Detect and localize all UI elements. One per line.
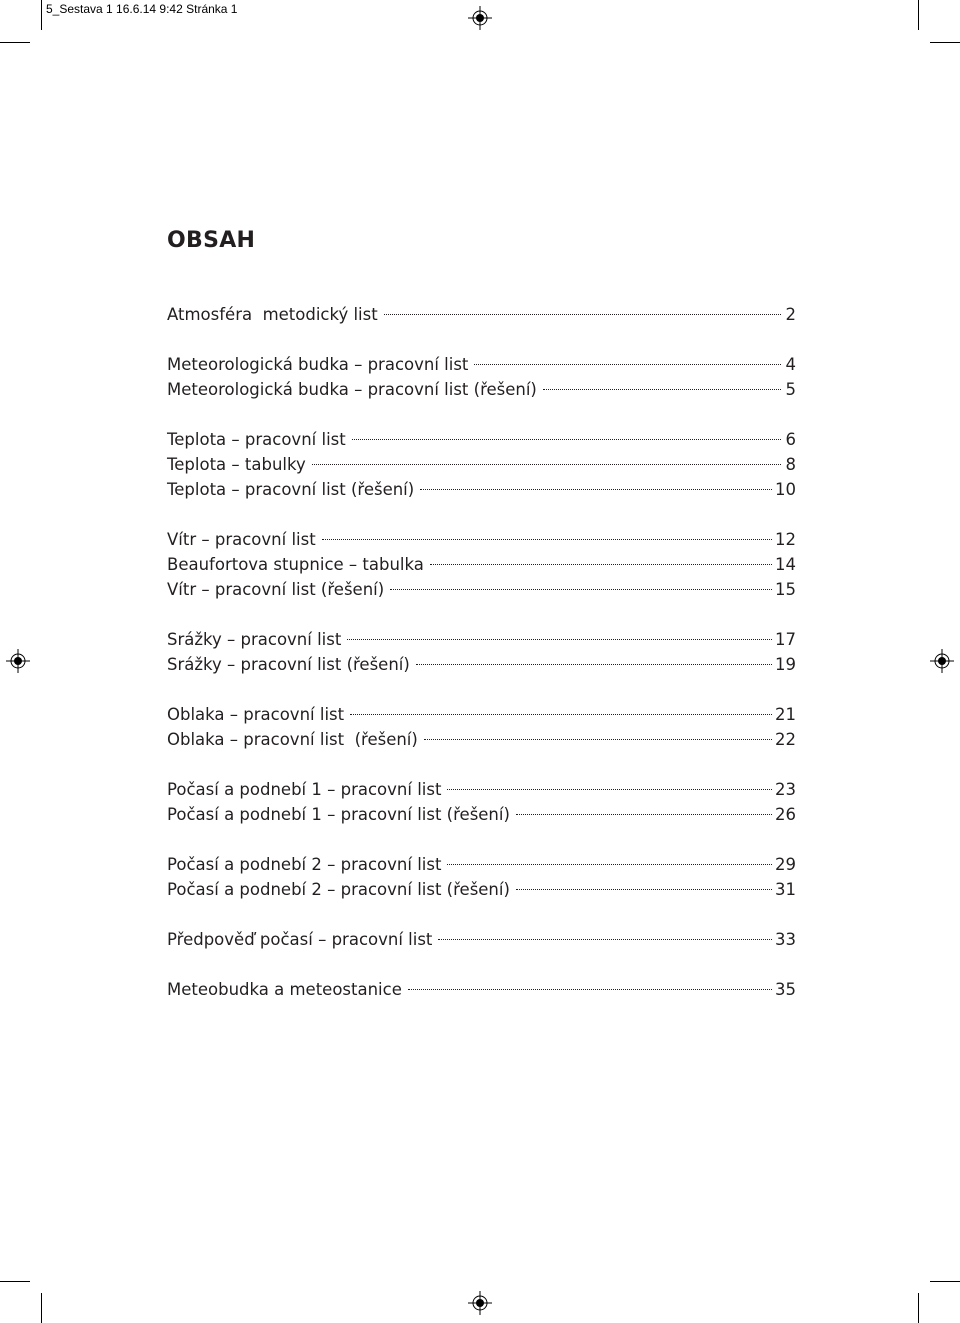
- dot-leader: [543, 389, 781, 390]
- toc-entry[interactable]: [167, 302, 796, 327]
- dot-leader: [350, 714, 772, 715]
- dot-leader: [408, 989, 772, 990]
- toc-entry[interactable]: [167, 352, 796, 377]
- toc-entry[interactable]: [167, 777, 796, 802]
- dot-leader: [416, 664, 772, 665]
- toc-group: [167, 702, 796, 752]
- toc-entry-label: Vítr – pracovní list (řešení): [167, 580, 385, 599]
- toc-entry[interactable]: [167, 627, 796, 652]
- toc-entry-label: Atmosféra metodický list: [167, 305, 378, 324]
- toc-entry-label: Oblaka – pracovní list: [167, 705, 345, 724]
- dot-leader: [322, 539, 772, 540]
- toc-entry-label: Předpověď počasí – pracovní list: [167, 930, 433, 949]
- toc-entry[interactable]: [167, 977, 796, 1002]
- toc-entry[interactable]: [167, 852, 796, 877]
- crop-mark: [930, 42, 960, 43]
- toc-entry-page-number: 19: [775, 655, 796, 674]
- toc-entry[interactable]: [167, 477, 796, 502]
- toc-group: [167, 427, 796, 502]
- toc-entry-page-number: 29: [775, 855, 796, 874]
- toc-entry-label: Teplota – pracovní list: [167, 430, 346, 449]
- dot-leader: [420, 489, 772, 490]
- toc-entry[interactable]: [167, 652, 796, 677]
- toc-entry-label: Teplota – pracovní list (řešení): [167, 480, 415, 499]
- toc-entry[interactable]: [167, 577, 796, 602]
- toc-entry-label: Vítr – pracovní list: [167, 530, 316, 549]
- toc-entry-page-number: 5: [785, 380, 796, 399]
- page-title: OBSAH: [167, 228, 256, 253]
- toc-entry-label: Oblaka – pracovní list (řešení): [167, 730, 418, 749]
- toc-entry[interactable]: [167, 377, 796, 402]
- toc-entry-page-number: 23: [775, 780, 796, 799]
- dot-leader: [384, 314, 781, 315]
- crop-mark: [41, 0, 42, 30]
- toc-entry-page-number: 22: [775, 730, 796, 749]
- toc-entry[interactable]: [167, 552, 796, 577]
- toc-entry-page-number: 33: [775, 930, 796, 949]
- toc-entry[interactable]: [167, 727, 796, 752]
- toc-entry-label: Počasí a podnebí 1 – pracovní list (řešení): [167, 805, 510, 824]
- toc-entry-label: Počasí a podnebí 1 – pracovní list: [167, 780, 442, 799]
- toc-entry[interactable]: [167, 877, 796, 902]
- dot-leader: [424, 739, 772, 740]
- dot-leader: [516, 889, 772, 890]
- toc-entry-label: Meteobudka a meteostanice: [167, 980, 402, 999]
- registration-mark-icon: [930, 649, 954, 673]
- toc-entry-page-number: 31: [775, 880, 796, 899]
- toc-group: [167, 852, 796, 902]
- dot-leader: [352, 439, 781, 440]
- crop-mark: [918, 0, 919, 30]
- toc-group: [167, 352, 796, 402]
- crop-mark: [0, 1281, 30, 1282]
- toc-group: [167, 927, 796, 952]
- toc-entry-page-number: 17: [775, 630, 796, 649]
- crop-mark: [930, 1281, 960, 1282]
- toc-entry-page-number: 35: [775, 980, 796, 999]
- dot-leader: [347, 639, 772, 640]
- toc-group: [167, 627, 796, 677]
- toc-group: [167, 777, 796, 827]
- toc-entry[interactable]: [167, 927, 796, 952]
- registration-mark-icon: [468, 6, 492, 30]
- toc-entry-label: Meteorologická budka – pracovní list (řešení): [167, 380, 537, 399]
- print-slug: 5_Sestava 1 16.6.14 9:42 Stránka 1: [46, 2, 238, 16]
- toc-entry-page-number: 26: [775, 805, 796, 824]
- toc-entry[interactable]: [167, 527, 796, 552]
- toc-entry[interactable]: [167, 427, 796, 452]
- dot-leader: [516, 814, 772, 815]
- toc-group: [167, 977, 796, 1002]
- toc-entry-page-number: 2: [785, 305, 796, 324]
- toc-entry-page-number: 12: [775, 530, 796, 549]
- registration-mark-icon: [6, 649, 30, 673]
- dot-leader: [447, 789, 772, 790]
- toc-entry-page-number: 10: [775, 480, 796, 499]
- toc-entry-page-number: 14: [775, 555, 796, 574]
- dot-leader: [447, 864, 772, 865]
- toc-entry-label: Meteorologická budka – pracovní list: [167, 355, 469, 374]
- toc-entry-label: Počasí a podnebí 2 – pracovní list: [167, 855, 442, 874]
- toc-entry-page-number: 4: [785, 355, 796, 374]
- toc-entry-page-number: 6: [785, 430, 796, 449]
- toc-entry-label: Teplota – tabulky: [167, 455, 306, 474]
- table-of-contents: [167, 302, 796, 1027]
- toc-entry-page-number: 8: [785, 455, 796, 474]
- toc-group: [167, 302, 796, 327]
- toc-entry[interactable]: [167, 702, 796, 727]
- toc-entry-page-number: 21: [775, 705, 796, 724]
- crop-mark: [41, 1293, 42, 1323]
- crop-mark: [918, 1293, 919, 1323]
- dot-leader: [312, 464, 781, 465]
- crop-mark: [0, 42, 30, 43]
- toc-entry-label: Srážky – pracovní list (řešení): [167, 655, 410, 674]
- dot-leader: [390, 589, 772, 590]
- registration-mark-icon: [468, 1291, 492, 1315]
- toc-entry-label: Počasí a podnebí 2 – pracovní list (řešení): [167, 880, 510, 899]
- dot-leader: [438, 939, 772, 940]
- toc-group: [167, 527, 796, 602]
- toc-entry-page-number: 15: [775, 580, 796, 599]
- dot-leader: [430, 564, 772, 565]
- toc-entry[interactable]: [167, 452, 796, 477]
- toc-entry-label: Srážky – pracovní list: [167, 630, 342, 649]
- toc-entry[interactable]: [167, 802, 796, 827]
- dot-leader: [474, 364, 781, 365]
- toc-entry-label: Beaufortova stupnice – tabulka: [167, 555, 424, 574]
